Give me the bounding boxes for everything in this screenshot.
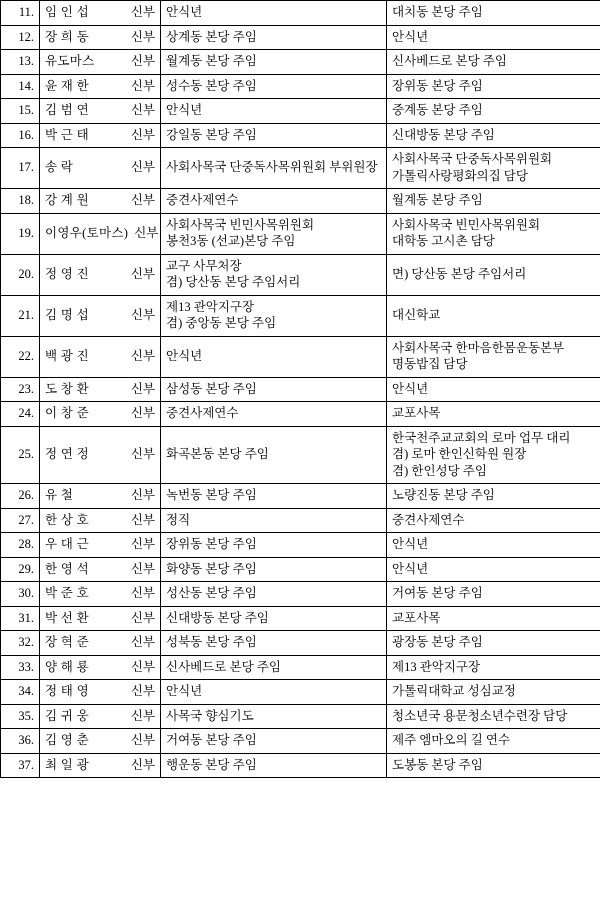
priest-title: 신부 <box>130 406 155 420</box>
new-assignment <box>387 336 600 377</box>
priest-name-cell <box>40 508 161 533</box>
priest-title: 신부 <box>130 447 155 461</box>
priest-title: 신부 <box>130 684 155 698</box>
new-assignment <box>387 148 600 189</box>
row-number: 25. <box>1 426 40 484</box>
current-assignment-line: 화양동 본당 주임 <box>166 561 257 576</box>
priest-title: 신부 <box>130 488 155 502</box>
table-row <box>1 729 600 754</box>
row-number: 20. <box>1 254 40 295</box>
priest-name-cell <box>40 1 161 26</box>
new-assignment-line: 신대방동 본당 주임 <box>392 127 495 142</box>
priest-title: 신부 <box>130 635 155 649</box>
new-assignment <box>387 704 600 729</box>
priest-name: 이 창 준 <box>45 406 89 420</box>
current-assignment-line: 신사베드로 본당 주임 <box>166 659 281 674</box>
priest-name: 이영우(토마스) <box>45 225 129 240</box>
new-assignment <box>387 74 600 99</box>
priest-title: 신부 <box>130 193 155 207</box>
priest-name-cell <box>40 377 161 402</box>
priest-title: 신부 <box>130 537 155 551</box>
new-assignment <box>387 123 600 148</box>
row-number: 15. <box>1 99 40 124</box>
new-assignment-line: 대치동 본당 주임 <box>392 5 483 19</box>
row-number: 33. <box>1 655 40 680</box>
current-assignment <box>161 74 387 99</box>
new-assignment-line: 한국천주교교회의 로마 업무 대리 <box>392 430 571 445</box>
priest-name-cell <box>40 557 161 582</box>
current-assignment <box>161 704 387 729</box>
current-assignment-line: 행운동 본당 주임 <box>166 757 257 772</box>
new-assignment-line: 청소년국 용문청소년수련장 담당 <box>392 708 568 723</box>
new-assignment <box>387 377 600 402</box>
new-assignment-line: 교포사목 <box>392 406 441 420</box>
current-assignment <box>161 189 387 214</box>
priest-name: 정 연 정 <box>45 447 89 461</box>
priest-title: 신부 <box>130 127 155 142</box>
priest-name: 송 락 <box>45 160 74 175</box>
new-assignment <box>387 606 600 631</box>
new-assignment-line: 사회사목국 한마음한몸운동본부 <box>392 340 565 355</box>
table-row <box>1 123 600 148</box>
priest-name-cell <box>40 254 161 295</box>
priest-title: 신부 <box>130 54 155 68</box>
new-assignment-line: 노량진동 본당 주임 <box>392 488 495 502</box>
new-assignment-line: 대신학교 <box>392 307 441 322</box>
priest-name: 정 영 진 <box>45 266 89 281</box>
table-row <box>1 655 600 680</box>
current-assignment <box>161 508 387 533</box>
new-assignment <box>387 655 600 680</box>
current-assignment-line: 안식년 <box>166 684 203 698</box>
priest-name: 박 준 호 <box>45 586 89 600</box>
row-number: 16. <box>1 123 40 148</box>
current-assignment <box>161 99 387 124</box>
table-row <box>1 426 600 484</box>
priest-name-cell <box>40 50 161 75</box>
new-assignment-line: 명동밥집 담당 <box>392 357 468 371</box>
new-assignment-line: 광장동 본당 주임 <box>392 635 483 649</box>
current-assignment <box>161 582 387 607</box>
priest-title: 신부 <box>130 29 155 44</box>
table-row <box>1 753 600 778</box>
new-assignment-line: 신사베드로 본당 주임 <box>392 54 507 68</box>
priest-name-cell <box>40 680 161 705</box>
row-number: 34. <box>1 680 40 705</box>
current-assignment-line: 성수동 본당 주임 <box>166 78 257 93</box>
new-assignment-line: 안식년 <box>392 29 429 44</box>
new-assignment-line: 안식년 <box>392 537 429 551</box>
priest-name-cell <box>40 533 161 558</box>
new-assignment <box>387 729 600 754</box>
priest-name-cell <box>40 402 161 427</box>
row-number: 30. <box>1 582 40 607</box>
row-number: 13. <box>1 50 40 75</box>
current-assignment <box>161 753 387 778</box>
current-assignment-line: 성산동 본당 주임 <box>166 586 257 600</box>
table-row <box>1 508 600 533</box>
current-assignment-line: 장위동 본당 주임 <box>166 537 257 551</box>
table-row <box>1 484 600 509</box>
new-assignment-line: 겸) 한인성당 주임 <box>392 463 487 478</box>
priest-name-cell <box>40 189 161 214</box>
priest-title: 신부 <box>130 610 155 625</box>
new-assignment <box>387 50 600 75</box>
new-assignment <box>387 753 600 778</box>
priest-name-cell <box>40 426 161 484</box>
new-assignment <box>387 213 600 254</box>
current-assignment <box>161 377 387 402</box>
current-assignment <box>161 336 387 377</box>
priest-title: 신부 <box>130 307 155 322</box>
new-assignment-line: 사회사목국 빈민사목위원회 <box>392 217 541 232</box>
current-assignment <box>161 631 387 656</box>
new-assignment <box>387 508 600 533</box>
priest-name: 최 일 광 <box>45 757 89 772</box>
priest-title: 신부 <box>130 659 155 674</box>
priest-name-cell <box>40 729 161 754</box>
table-row <box>1 402 600 427</box>
priest-name: 김 영 춘 <box>45 733 89 747</box>
new-assignment-line: 교포사목 <box>392 610 441 625</box>
row-number: 11. <box>1 1 40 26</box>
row-number: 28. <box>1 533 40 558</box>
current-assignment <box>161 254 387 295</box>
priest-name-cell <box>40 123 161 148</box>
priest-name-cell <box>40 213 161 254</box>
new-assignment-line: 가톨릭사랑평화의집 담당 <box>392 168 528 183</box>
new-assignment <box>387 254 600 295</box>
row-number: 19. <box>1 213 40 254</box>
priest-name-cell <box>40 25 161 50</box>
priest-title: 신부 <box>130 733 155 747</box>
new-assignment-line: 제13 관악지구장 <box>392 659 481 674</box>
priest-name-cell <box>40 484 161 509</box>
current-assignment-line: 안식년 <box>166 348 203 363</box>
new-assignment <box>387 484 600 509</box>
table-row <box>1 189 600 214</box>
current-assignment-line: 중견사제연수 <box>166 406 239 420</box>
new-assignment-line: 중계동 본당 주임 <box>392 103 483 117</box>
new-assignment <box>387 426 600 484</box>
priest-name: 김 귀 웅 <box>45 708 89 723</box>
row-number: 21. <box>1 295 40 336</box>
new-assignment-line: 대학동 고시촌 담당 <box>392 234 495 248</box>
priest-title: 신부 <box>130 266 155 281</box>
table-row <box>1 99 600 124</box>
new-assignment <box>387 189 600 214</box>
current-assignment-line: 거여동 본당 주임 <box>166 733 257 747</box>
current-assignment <box>161 148 387 189</box>
priest-name: 양 해 룡 <box>45 659 89 674</box>
priest-name-cell <box>40 295 161 336</box>
current-assignment-line: 화곡본동 본당 주임 <box>166 447 269 461</box>
current-assignment <box>161 25 387 50</box>
priest-name-cell <box>40 148 161 189</box>
new-assignment <box>387 295 600 336</box>
table-row <box>1 377 600 402</box>
row-number: 32. <box>1 631 40 656</box>
priest-name: 장 혁 준 <box>45 635 89 649</box>
current-assignment-line: 강일동 본당 주임 <box>166 127 257 142</box>
table-row <box>1 295 600 336</box>
row-number: 23. <box>1 377 40 402</box>
new-assignment <box>387 25 600 50</box>
current-assignment <box>161 606 387 631</box>
new-assignment-line: 가톨릭대학교 성심교정 <box>392 684 516 698</box>
current-assignment-line: 제13 관악지구장 <box>166 299 255 314</box>
new-assignment-line: 도봉동 본당 주임 <box>392 757 483 772</box>
current-assignment-line: 겸) 중앙동 본당 주임 <box>166 316 277 330</box>
current-assignment-line: 삼성동 본당 주임 <box>166 381 257 396</box>
table-row <box>1 606 600 631</box>
row-number: 35. <box>1 704 40 729</box>
current-assignment-line: 중견사제연수 <box>166 193 239 207</box>
table-row <box>1 336 600 377</box>
row-number: 22. <box>1 336 40 377</box>
table-row <box>1 148 600 189</box>
current-assignment <box>161 426 387 484</box>
row-number: 24. <box>1 402 40 427</box>
row-number: 14. <box>1 74 40 99</box>
table-row <box>1 557 600 582</box>
current-assignment-line: 겸) 당산동 본당 주임서리 <box>166 275 301 289</box>
priest-title: 신부 <box>130 757 155 772</box>
priest-name-cell <box>40 655 161 680</box>
new-assignment-line: 안식년 <box>392 381 429 396</box>
new-assignment <box>387 557 600 582</box>
new-assignment-line: 장위동 본당 주임 <box>392 78 483 93</box>
current-assignment <box>161 402 387 427</box>
row-number: 18. <box>1 189 40 214</box>
current-assignment-line: 상계동 본당 주임 <box>166 29 257 44</box>
new-assignment-line: 면) 당산동 본당 주임서리 <box>392 266 527 281</box>
table-row <box>1 25 600 50</box>
new-assignment-line: 안식년 <box>392 561 429 576</box>
row-number: 26. <box>1 484 40 509</box>
current-assignment <box>161 50 387 75</box>
row-number: 17. <box>1 148 40 189</box>
new-assignment-line: 중견사제연수 <box>392 512 465 527</box>
table-row <box>1 680 600 705</box>
priest-name: 김 명 섭 <box>45 307 89 322</box>
row-number: 29. <box>1 557 40 582</box>
priest-name: 장 희 동 <box>45 29 89 44</box>
current-assignment-line: 정직 <box>166 512 191 527</box>
priest-name-cell <box>40 99 161 124</box>
new-assignment <box>387 582 600 607</box>
table-row <box>1 704 600 729</box>
priest-title: 신부 <box>130 512 155 527</box>
priest-name-cell <box>40 74 161 99</box>
new-assignment-line: 제주 엠마오의 길 연수 <box>392 733 511 747</box>
row-number: 37. <box>1 753 40 778</box>
priest-name: 우 대 근 <box>45 537 89 551</box>
new-assignment <box>387 1 600 26</box>
current-assignment-line: 안식년 <box>166 103 203 117</box>
priest-title: 신부 <box>134 225 159 240</box>
current-assignment-line: 사회사목국 빈민사목위원회 <box>166 217 315 232</box>
table-row <box>1 533 600 558</box>
priest-title: 신부 <box>130 381 155 396</box>
current-assignment-line: 사목국 향심기도 <box>166 708 254 723</box>
current-assignment <box>161 533 387 558</box>
priest-name-cell <box>40 336 161 377</box>
new-assignment-line: 월계동 본당 주임 <box>392 193 483 207</box>
priest-name: 백 광 진 <box>45 348 89 363</box>
current-assignment <box>161 484 387 509</box>
priest-name-cell <box>40 631 161 656</box>
priest-name: 정 태 영 <box>45 684 89 698</box>
priest-title: 신부 <box>130 78 155 93</box>
new-assignment <box>387 680 600 705</box>
table-row <box>1 74 600 99</box>
new-assignment <box>387 402 600 427</box>
priest-name: 한 상 호 <box>45 512 89 527</box>
priest-name-cell <box>40 704 161 729</box>
current-assignment-line: 녹번동 본당 주임 <box>166 488 257 502</box>
priest-name-cell <box>40 753 161 778</box>
current-assignment-line: 성북동 본당 주임 <box>166 635 257 649</box>
current-assignment-line: 사회사목국 단중독사목위원회 부위원장 <box>166 160 378 175</box>
new-assignment-line: 겸) 로마 한인신학원 원장 <box>392 447 527 461</box>
priest-title: 신부 <box>130 708 155 723</box>
priest-title: 신부 <box>130 561 155 576</box>
row-number: 12. <box>1 25 40 50</box>
priest-name: 박 근 태 <box>45 127 89 142</box>
priest-name: 유 철 <box>45 488 74 502</box>
current-assignment <box>161 1 387 26</box>
current-assignment <box>161 213 387 254</box>
row-number: 36. <box>1 729 40 754</box>
current-assignment-line: 월계동 본당 주임 <box>166 54 257 68</box>
current-assignment-line: 안식년 <box>166 5 203 19</box>
row-number: 31. <box>1 606 40 631</box>
current-assignment <box>161 557 387 582</box>
new-assignment-line: 거여동 본당 주임 <box>392 586 483 600</box>
table-row <box>1 582 600 607</box>
new-assignment <box>387 631 600 656</box>
current-assignment-line: 교구 사무처장 <box>166 258 242 273</box>
current-assignment <box>161 680 387 705</box>
table-row <box>1 254 600 295</box>
table-row <box>1 50 600 75</box>
priest-name: 도 창 환 <box>45 381 89 396</box>
priest-title: 신부 <box>130 586 155 600</box>
current-assignment <box>161 295 387 336</box>
new-assignment-line: 사회사목국 단중독사목위원회 <box>392 152 553 166</box>
table-row <box>1 631 600 656</box>
priest-title: 신부 <box>130 160 155 175</box>
priest-title: 신부 <box>130 5 155 19</box>
priest-name: 강 계 원 <box>45 193 89 207</box>
current-assignment <box>161 123 387 148</box>
priest-title: 신부 <box>130 103 155 117</box>
priest-name-cell <box>40 606 161 631</box>
new-assignment <box>387 533 600 558</box>
table-body <box>1 1 600 778</box>
priest-name: 유도마스 <box>45 54 95 68</box>
priest-name: 박 선 환 <box>45 610 89 625</box>
priest-name: 임 인 섭 <box>45 5 89 19</box>
priest-name: 김 범 연 <box>45 103 89 117</box>
priest-name: 윤 재 한 <box>45 78 89 93</box>
priest-title: 신부 <box>130 348 155 363</box>
current-assignment <box>161 655 387 680</box>
current-assignment-line: 봉천3동 (선교)본당 주임 <box>166 234 296 248</box>
priest-name: 한 영 석 <box>45 561 89 576</box>
row-number: 27. <box>1 508 40 533</box>
table-row <box>1 1 600 26</box>
current-assignment <box>161 729 387 754</box>
current-assignment-line: 신대방동 본당 주임 <box>166 610 269 625</box>
priest-name-cell <box>40 582 161 607</box>
table-row <box>1 213 600 254</box>
new-assignment <box>387 99 600 124</box>
